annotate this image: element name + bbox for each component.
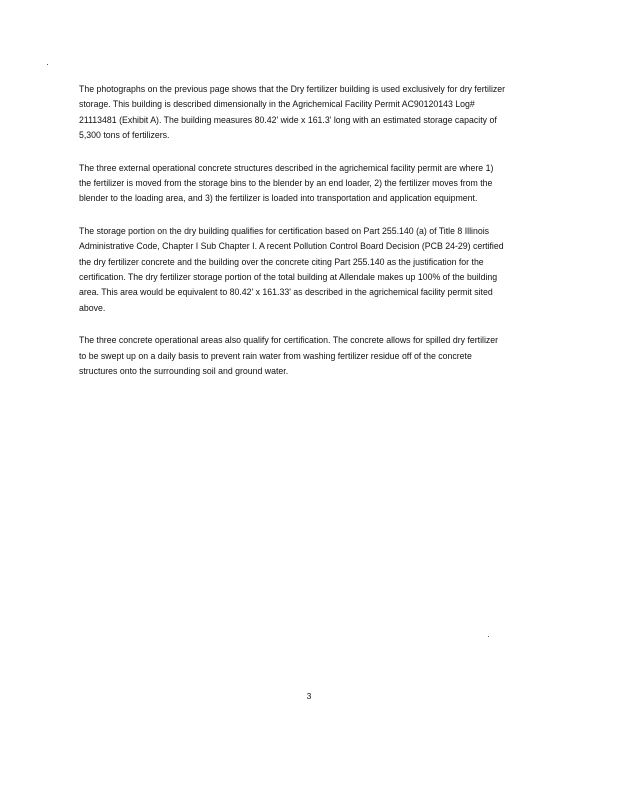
paragraph-certification-basis [79, 224, 551, 316]
text-line: blender to the loading area, and 3) the fertilizer is loaded into transportation and application equipment. [79, 193, 478, 204]
text-line: storage. This building is described dimensionally in the Agrichemical Facility Permit AC90120143 Log# [79, 99, 475, 110]
text-line: 21113481 (Exhibit A). The building measures 80.42' wide x 161.3' long with an estimated storage capacity of [79, 114, 497, 125]
text-line: structures onto the surrounding soil and ground water. [79, 366, 289, 377]
text-line: area. This area would be equivalent to 80.42' x 161.33' as described in the agrichemical facility permit sited [79, 287, 493, 298]
text-line: above. [79, 302, 106, 313]
paragraph-dry-building-storage [79, 82, 551, 144]
text-line: The photographs on the previous page shows that the Dry fertilizer building is used exclusively for dry fertilizer [79, 84, 506, 94]
text-line: The three concrete operational areas also qualify for certification. The concrete allows for spilled dry fertilizer [79, 335, 499, 346]
paragraph-concrete-structures [79, 161, 551, 207]
text-line: the dry fertilizer concrete and the building over the concrete citing Part 255.140 as the justification for the [79, 256, 484, 267]
text-line: Administrative Code, Chapter I Sub Chapter I. A recent Pollution Control Board Decision (PCB 24-29) certified [79, 241, 504, 252]
text-line: The storage portion on the dry building qualifies for certification based on Part 255.140 (a) of Title 8 Illinois [79, 225, 490, 236]
page-number: 3 [306, 691, 312, 701]
scan-speck [488, 636, 489, 637]
paragraph-operational-areas [79, 333, 551, 379]
text-line: certification. The dry fertilizer storage portion of the total building at Allendale makes up 100% of the building [79, 272, 498, 283]
text-line: to be swept up on a daily basis to prevent rain water from washing fertilizer residue off of the concrete [79, 350, 472, 361]
text-line: 5,300 tons of fertilizers. [79, 130, 170, 141]
document-body [79, 82, 551, 397]
scan-speck [47, 64, 48, 65]
text-line: the fertilizer is moved from the storage bins to the blender by an end loader, 2) the fertilizer moves from the [79, 178, 493, 189]
text-line: The three external operational concrete structures described in the agrichemical facility permit are where 1) [79, 162, 494, 173]
